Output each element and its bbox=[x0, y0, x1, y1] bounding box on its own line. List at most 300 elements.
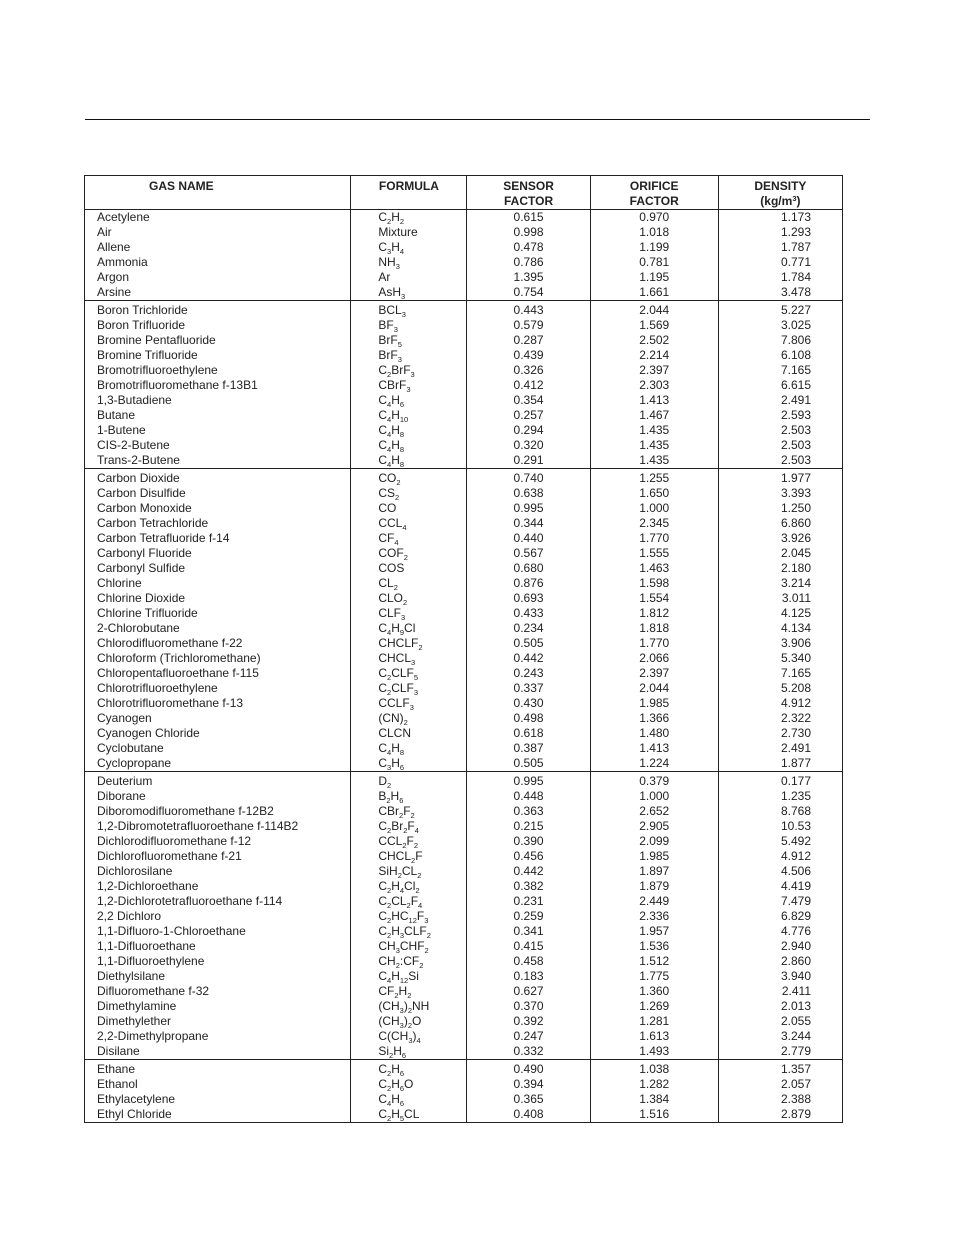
gas-name-cell: Dimethylether bbox=[85, 1014, 351, 1029]
density-cell: 2.180 bbox=[718, 561, 842, 576]
gas-name-cell: Chlorine Trifluoride bbox=[85, 606, 351, 621]
density-cell: 3.244 bbox=[718, 1029, 842, 1044]
orifice-factor-cell: 1.000 bbox=[590, 501, 718, 516]
orifice-factor-cell: 1.775 bbox=[590, 969, 718, 984]
density-cell: 2.860 bbox=[718, 954, 842, 969]
density-cell: 3.478 bbox=[718, 285, 842, 301]
density-cell: 5.227 bbox=[718, 301, 842, 319]
sensor-factor-cell: 0.332 bbox=[467, 1044, 590, 1060]
density-cell: 4.776 bbox=[718, 924, 842, 939]
formula-cell: $B_2H_6$ bbox=[351, 789, 467, 804]
sensor-factor-cell: 0.320 bbox=[467, 438, 590, 453]
table-row bbox=[85, 486, 843, 501]
gas-name-cell: CIS-2-Butene bbox=[85, 438, 351, 453]
sensor-factor-cell: 0.680 bbox=[467, 561, 590, 576]
density-cell: 3.926 bbox=[718, 531, 842, 546]
density-cell: 4.506 bbox=[718, 864, 842, 879]
table-group bbox=[85, 301, 843, 469]
formula-cell: $C_2H_4Cl_2$ bbox=[351, 879, 467, 894]
formula-cell: $CLO_2$ bbox=[351, 591, 467, 606]
table-header-row bbox=[85, 176, 843, 210]
sensor-factor-cell: 0.786 bbox=[467, 255, 590, 270]
density-cell: 4.125 bbox=[718, 606, 842, 621]
header-orifice-factor: ORIFICE FACTOR bbox=[590, 176, 718, 210]
gas-name-cell: Ammonia bbox=[85, 255, 351, 270]
sensor-factor-cell: 0.412 bbox=[467, 378, 590, 393]
sensor-factor-cell: 0.291 bbox=[467, 453, 590, 469]
density-cell: 2.491 bbox=[718, 741, 842, 756]
formula-cell: $C_2H_3CLF_2$ bbox=[351, 924, 467, 939]
sensor-factor-cell: 0.326 bbox=[467, 363, 590, 378]
formula-cell: $CHCL_2F$ bbox=[351, 849, 467, 864]
orifice-factor-cell: 2.044 bbox=[590, 681, 718, 696]
gas-name-cell: Carbon Disulfide bbox=[85, 486, 351, 501]
density-cell: 4.912 bbox=[718, 849, 842, 864]
density-cell: 1.235 bbox=[718, 789, 842, 804]
orifice-factor-cell: 2.099 bbox=[590, 834, 718, 849]
orifice-factor-cell: 1.038 bbox=[590, 1060, 718, 1078]
density-cell: 2.057 bbox=[718, 1077, 842, 1092]
table-row bbox=[85, 591, 843, 606]
formula-cell: $C_2CLF_5$ bbox=[351, 666, 467, 681]
sensor-factor-cell: 0.408 bbox=[467, 1107, 590, 1123]
sensor-factor-cell: 0.231 bbox=[467, 894, 590, 909]
formula-cell: $CCL_4$ bbox=[351, 516, 467, 531]
orifice-factor-cell: 1.282 bbox=[590, 1077, 718, 1092]
table-row bbox=[85, 378, 843, 393]
sensor-factor-cell: 0.567 bbox=[467, 546, 590, 561]
formula-cell: $CHCLF_2$ bbox=[351, 636, 467, 651]
gas-name-cell: Disilane bbox=[85, 1044, 351, 1060]
gas-name-cell: Allene bbox=[85, 240, 351, 255]
gas-name-cell: Argon bbox=[85, 270, 351, 285]
table-group bbox=[85, 1060, 843, 1123]
sensor-factor-cell: 0.215 bbox=[467, 819, 590, 834]
table-row bbox=[85, 225, 843, 240]
table-row bbox=[85, 270, 843, 285]
table-row bbox=[85, 210, 843, 226]
orifice-factor-cell: 1.770 bbox=[590, 531, 718, 546]
sensor-factor-cell: 0.344 bbox=[467, 516, 590, 531]
orifice-factor-cell: 1.018 bbox=[590, 225, 718, 240]
formula-cell: $CLF_3$ bbox=[351, 606, 467, 621]
sensor-factor-cell: 0.498 bbox=[467, 711, 590, 726]
gas-name-cell: Carbon Dioxide bbox=[85, 469, 351, 487]
sensor-factor-cell: 0.638 bbox=[467, 486, 590, 501]
sensor-factor-cell: 0.354 bbox=[467, 393, 590, 408]
formula-cell: $D_2$ bbox=[351, 772, 467, 790]
table-row bbox=[85, 561, 843, 576]
sensor-factor-cell: 0.490 bbox=[467, 1060, 590, 1078]
orifice-factor-cell: 1.613 bbox=[590, 1029, 718, 1044]
density-cell: 6.108 bbox=[718, 348, 842, 363]
sensor-factor-cell: 0.442 bbox=[467, 651, 590, 666]
orifice-factor-cell: 1.554 bbox=[590, 591, 718, 606]
table-row bbox=[85, 1092, 843, 1107]
formula-cell: $CHCL_3$ bbox=[351, 651, 467, 666]
density-cell: 2.503 bbox=[718, 438, 842, 453]
orifice-factor-cell: 2.336 bbox=[590, 909, 718, 924]
density-cell: 2.411 bbox=[718, 984, 842, 999]
table-row bbox=[85, 576, 843, 591]
table-row bbox=[85, 255, 843, 270]
table-row bbox=[85, 1107, 843, 1123]
formula-cell: AsH$_3$ bbox=[351, 285, 467, 301]
table-row bbox=[85, 285, 843, 301]
density-cell: 1.250 bbox=[718, 501, 842, 516]
orifice-factor-cell: 1.366 bbox=[590, 711, 718, 726]
sensor-factor-cell: 0.448 bbox=[467, 789, 590, 804]
formula-cell: $CH_2:CF_2$ bbox=[351, 954, 467, 969]
gas-name-cell: 1,1-Difluoroethylene bbox=[85, 954, 351, 969]
density-cell: 3.393 bbox=[718, 486, 842, 501]
formula-cell: $C_4H_{10}$ bbox=[351, 408, 467, 423]
gas-name-cell: Chlorine bbox=[85, 576, 351, 591]
formula-cell: $C_2BrF_3$ bbox=[351, 363, 467, 378]
sensor-factor-cell: 0.478 bbox=[467, 240, 590, 255]
table-row bbox=[85, 984, 843, 999]
orifice-factor-cell: 1.812 bbox=[590, 606, 718, 621]
sensor-factor-cell: 0.995 bbox=[467, 772, 590, 790]
density-cell: 6.615 bbox=[718, 378, 842, 393]
density-cell: 1.784 bbox=[718, 270, 842, 285]
density-cell: 1.877 bbox=[718, 756, 842, 772]
orifice-factor-cell: 1.555 bbox=[590, 546, 718, 561]
density-cell: 2.730 bbox=[718, 726, 842, 741]
orifice-factor-cell: 1.818 bbox=[590, 621, 718, 636]
density-cell: 1.787 bbox=[718, 240, 842, 255]
formula-cell: $C_4H_9Cl$ bbox=[351, 621, 467, 636]
gas-name-cell: Ethylacetylene bbox=[85, 1092, 351, 1107]
sensor-factor-cell: 0.341 bbox=[467, 924, 590, 939]
orifice-factor-cell: 1.467 bbox=[590, 408, 718, 423]
sensor-factor-cell: 0.382 bbox=[467, 879, 590, 894]
gas-name-cell: 1,3-Butadiene bbox=[85, 393, 351, 408]
sensor-factor-cell: 0.505 bbox=[467, 756, 590, 772]
orifice-factor-cell: 1.360 bbox=[590, 984, 718, 999]
sensor-factor-cell: 0.183 bbox=[467, 969, 590, 984]
sensor-factor-cell: 0.442 bbox=[467, 864, 590, 879]
gas-name-cell: Air bbox=[85, 225, 351, 240]
orifice-factor-cell: 1.650 bbox=[590, 486, 718, 501]
formula-cell: $CO_2$ bbox=[351, 469, 467, 487]
formula-cell: BrF$_5$ bbox=[351, 333, 467, 348]
table-row bbox=[85, 711, 843, 726]
gas-name-cell: 2,2 Dichloro bbox=[85, 909, 351, 924]
formula-cell: $C_4H_8$ bbox=[351, 741, 467, 756]
sensor-factor-cell: 0.259 bbox=[467, 909, 590, 924]
orifice-factor-cell: 1.255 bbox=[590, 469, 718, 487]
density-cell: 2.045 bbox=[718, 546, 842, 561]
density-cell: 2.879 bbox=[718, 1107, 842, 1123]
gas-name-cell: Carbon Tetrafluoride f-14 bbox=[85, 531, 351, 546]
gas-name-cell: Boron Trifluoride bbox=[85, 318, 351, 333]
orifice-factor-cell: 1.598 bbox=[590, 576, 718, 591]
orifice-factor-cell: 2.303 bbox=[590, 378, 718, 393]
header-sensor-factor: SENSOR FACTOR bbox=[467, 176, 590, 210]
orifice-factor-cell: 2.397 bbox=[590, 666, 718, 681]
gas-name-cell: Deuterium bbox=[85, 772, 351, 790]
density-cell: 7.479 bbox=[718, 894, 842, 909]
table-row bbox=[85, 606, 843, 621]
table-row bbox=[85, 453, 843, 469]
formula-cell: $Si_2H_6$ bbox=[351, 1044, 467, 1060]
orifice-factor-cell: 0.379 bbox=[590, 772, 718, 790]
table-row bbox=[85, 501, 843, 516]
orifice-factor-cell: 1.493 bbox=[590, 1044, 718, 1060]
table-row bbox=[85, 636, 843, 651]
density-cell: 5.492 bbox=[718, 834, 842, 849]
formula-cell: $SiH_2CL_2$ bbox=[351, 864, 467, 879]
gas-name-cell: Ethyl Chloride bbox=[85, 1107, 351, 1123]
gas-name-cell: Ethanol bbox=[85, 1077, 351, 1092]
formula-cell: $C_2CLF_3$ bbox=[351, 681, 467, 696]
table-group bbox=[85, 469, 843, 772]
gas-name-cell: Bromine Trifluoride bbox=[85, 348, 351, 363]
gas-name-cell: Chlorodifluoromethane f-22 bbox=[85, 636, 351, 651]
formula-cell: $C_4H_8$ bbox=[351, 453, 467, 469]
formula-cell: $C_2HC_{12}F_3$ bbox=[351, 909, 467, 924]
formula-cell: $C_3H_6$ bbox=[351, 756, 467, 772]
orifice-factor-cell: 1.199 bbox=[590, 240, 718, 255]
table-row bbox=[85, 666, 843, 681]
formula-cell: $CCLF_3$ bbox=[351, 696, 467, 711]
gas-name-cell: 1-Butene bbox=[85, 423, 351, 438]
formula-cell: $C_4H_6$ bbox=[351, 1092, 467, 1107]
orifice-factor-cell: 2.652 bbox=[590, 804, 718, 819]
gas-name-cell: Cyanogen bbox=[85, 711, 351, 726]
table-row bbox=[85, 894, 843, 909]
table-row bbox=[85, 696, 843, 711]
density-cell: 2.940 bbox=[718, 939, 842, 954]
orifice-factor-cell: 1.281 bbox=[590, 1014, 718, 1029]
table-row bbox=[85, 408, 843, 423]
table-row bbox=[85, 726, 843, 741]
table-row bbox=[85, 834, 843, 849]
gas-name-cell: Chloropentafluoroethane f-115 bbox=[85, 666, 351, 681]
table-row bbox=[85, 1044, 843, 1060]
sensor-factor-cell: 0.337 bbox=[467, 681, 590, 696]
gas-name-cell: Diboromodifluoromethane f-12B2 bbox=[85, 804, 351, 819]
table-row bbox=[85, 909, 843, 924]
sensor-factor-cell: 0.392 bbox=[467, 1014, 590, 1029]
density-cell: 6.860 bbox=[718, 516, 842, 531]
density-cell: 5.208 bbox=[718, 681, 842, 696]
sensor-factor-cell: 0.243 bbox=[467, 666, 590, 681]
table-row bbox=[85, 333, 843, 348]
table-row bbox=[85, 438, 843, 453]
formula-cell: $BF_3$ bbox=[351, 318, 467, 333]
sensor-factor-cell: 0.995 bbox=[467, 501, 590, 516]
sensor-factor-cell: 0.370 bbox=[467, 999, 590, 1014]
top-rule bbox=[85, 119, 870, 120]
table-row bbox=[85, 1014, 843, 1029]
orifice-factor-cell: 0.970 bbox=[590, 210, 718, 226]
table-row bbox=[85, 348, 843, 363]
gas-name-cell: Acetylene bbox=[85, 210, 351, 226]
gas-name-cell: Cyclobutane bbox=[85, 741, 351, 756]
gas-name-cell: Arsine bbox=[85, 285, 351, 301]
density-cell: 4.912 bbox=[718, 696, 842, 711]
table-row bbox=[85, 939, 843, 954]
formula-cell: $CBr_2F_2$ bbox=[351, 804, 467, 819]
density-cell: 0.771 bbox=[718, 255, 842, 270]
density-cell: 3.025 bbox=[718, 318, 842, 333]
table-row bbox=[85, 969, 843, 984]
density-cell: 2.013 bbox=[718, 999, 842, 1014]
formula-cell: CBrF$_3$ bbox=[351, 378, 467, 393]
density-cell: 6.829 bbox=[718, 909, 842, 924]
table-row bbox=[85, 849, 843, 864]
sensor-factor-cell: 0.415 bbox=[467, 939, 590, 954]
gas-name-cell: Carbonyl Sulfide bbox=[85, 561, 351, 576]
sensor-factor-cell: 0.740 bbox=[467, 469, 590, 487]
sensor-factor-cell: 0.294 bbox=[467, 423, 590, 438]
density-cell: 2.503 bbox=[718, 423, 842, 438]
density-cell: 2.388 bbox=[718, 1092, 842, 1107]
gas-name-cell: Butane bbox=[85, 408, 351, 423]
table-row bbox=[85, 681, 843, 696]
orifice-factor-cell: 1.384 bbox=[590, 1092, 718, 1107]
gas-name-cell: Carbonyl Fluoride bbox=[85, 546, 351, 561]
orifice-factor-cell: 1.879 bbox=[590, 879, 718, 894]
gas-name-cell: 1,2-Dibromotetrafluoroethane f-114B2 bbox=[85, 819, 351, 834]
density-cell: 2.491 bbox=[718, 393, 842, 408]
table-row bbox=[85, 772, 843, 790]
table-row bbox=[85, 999, 843, 1014]
gas-name-cell: 2,2-Dimethylpropane bbox=[85, 1029, 351, 1044]
table-row bbox=[85, 621, 843, 636]
formula-cell: Ar bbox=[351, 270, 467, 285]
sensor-factor-cell: 0.363 bbox=[467, 804, 590, 819]
formula-cell: BrF$_3$ bbox=[351, 348, 467, 363]
orifice-factor-cell: 1.435 bbox=[590, 438, 718, 453]
formula-cell: $C_2CL_2F_4$ bbox=[351, 894, 467, 909]
table-row bbox=[85, 954, 843, 969]
formula-cell: $C_4H_6$ bbox=[351, 393, 467, 408]
orifice-factor-cell: 2.905 bbox=[590, 819, 718, 834]
table-row bbox=[85, 924, 843, 939]
table-row bbox=[85, 819, 843, 834]
header-density: DENSITY $(kg/m^3)$ bbox=[718, 176, 842, 210]
header-gas-name: GAS NAME bbox=[85, 176, 351, 210]
formula-cell: COS bbox=[351, 561, 467, 576]
gas-name-cell: Carbon Tetrachloride bbox=[85, 516, 351, 531]
table-row bbox=[85, 516, 843, 531]
gas-name-cell: Ethane bbox=[85, 1060, 351, 1078]
sensor-factor-cell: 0.387 bbox=[467, 741, 590, 756]
orifice-factor-cell: 1.770 bbox=[590, 636, 718, 651]
density-cell: 3.940 bbox=[718, 969, 842, 984]
table-row bbox=[85, 393, 843, 408]
sensor-factor-cell: 0.234 bbox=[467, 621, 590, 636]
gas-name-cell: Chlorotrifluoroethylene bbox=[85, 681, 351, 696]
density-cell: 4.134 bbox=[718, 621, 842, 636]
gas-factor-table bbox=[84, 175, 843, 1123]
table-row bbox=[85, 741, 843, 756]
orifice-factor-cell: 2.397 bbox=[590, 363, 718, 378]
gas-name-cell: 1,2-Dichloroethane bbox=[85, 879, 351, 894]
sensor-factor-cell: 0.430 bbox=[467, 696, 590, 711]
sensor-factor-cell: 0.505 bbox=[467, 636, 590, 651]
orifice-factor-cell: 2.044 bbox=[590, 301, 718, 319]
gas-name-cell: Dichlorofluoromethane f-21 bbox=[85, 849, 351, 864]
table-row bbox=[85, 1029, 843, 1044]
orifice-factor-cell: 1.957 bbox=[590, 924, 718, 939]
orifice-factor-cell: 2.066 bbox=[590, 651, 718, 666]
formula-cell: $BCL_3$ bbox=[351, 301, 467, 319]
gas-name-cell: Cyanogen Chloride bbox=[85, 726, 351, 741]
sensor-factor-cell: 0.456 bbox=[467, 849, 590, 864]
formula-cell: $C_2H_5CL$ bbox=[351, 1107, 467, 1123]
density-cell: 2.593 bbox=[718, 408, 842, 423]
density-cell: 5.340 bbox=[718, 651, 842, 666]
table-row bbox=[85, 756, 843, 772]
density-cell: 1.293 bbox=[718, 225, 842, 240]
orifice-factor-cell: 1.569 bbox=[590, 318, 718, 333]
sensor-factor-cell: 0.627 bbox=[467, 984, 590, 999]
table-row bbox=[85, 864, 843, 879]
table-row bbox=[85, 531, 843, 546]
sensor-factor-cell: 0.458 bbox=[467, 954, 590, 969]
orifice-factor-cell: 1.413 bbox=[590, 393, 718, 408]
gas-name-cell: Bromine Pentafluoride bbox=[85, 333, 351, 348]
orifice-factor-cell: 1.480 bbox=[590, 726, 718, 741]
orifice-factor-cell: 1.000 bbox=[590, 789, 718, 804]
orifice-factor-cell: 2.345 bbox=[590, 516, 718, 531]
formula-cell: $C_2Br_2F_4$ bbox=[351, 819, 467, 834]
formula-cell: $(CH_3)_2O$ bbox=[351, 1014, 467, 1029]
formula-cell: $C_4H_8$ bbox=[351, 423, 467, 438]
gas-name-cell: Chlorotrifluoromethane f-13 bbox=[85, 696, 351, 711]
orifice-factor-cell: 1.985 bbox=[590, 849, 718, 864]
sensor-factor-cell: 0.247 bbox=[467, 1029, 590, 1044]
gas-name-cell: Boron Trichloride bbox=[85, 301, 351, 319]
formula-cell: $CS_2$ bbox=[351, 486, 467, 501]
gas-name-cell: 2-Chlorobutane bbox=[85, 621, 351, 636]
table-row bbox=[85, 469, 843, 487]
table-row bbox=[85, 318, 843, 333]
sensor-factor-cell: 0.876 bbox=[467, 576, 590, 591]
gas-name-cell: Cyclopropane bbox=[85, 756, 351, 772]
orifice-factor-cell: 1.536 bbox=[590, 939, 718, 954]
table-row bbox=[85, 804, 843, 819]
density-cell: 3.906 bbox=[718, 636, 842, 651]
gas-name-cell: Difluoromethane f-32 bbox=[85, 984, 351, 999]
orifice-factor-cell: 1.269 bbox=[590, 999, 718, 1014]
density-cell: 3.214 bbox=[718, 576, 842, 591]
orifice-factor-cell: 1.413 bbox=[590, 741, 718, 756]
density-cell: 4.419 bbox=[718, 879, 842, 894]
table-row bbox=[85, 363, 843, 378]
orifice-factor-cell: 1.985 bbox=[590, 696, 718, 711]
formula-cell: CO bbox=[351, 501, 467, 516]
formula-cell: $COF_2$ bbox=[351, 546, 467, 561]
table-row bbox=[85, 1060, 843, 1078]
sensor-factor-cell: 0.390 bbox=[467, 834, 590, 849]
formula-cell: $CF_2H_2$ bbox=[351, 984, 467, 999]
gas-name-cell: Diborane bbox=[85, 789, 351, 804]
orifice-factor-cell: 1.435 bbox=[590, 423, 718, 438]
sensor-factor-cell: 0.439 bbox=[467, 348, 590, 363]
orifice-factor-cell: 0.781 bbox=[590, 255, 718, 270]
sensor-factor-cell: 0.365 bbox=[467, 1092, 590, 1107]
table-group bbox=[85, 772, 843, 1060]
sensor-factor-cell: 0.394 bbox=[467, 1077, 590, 1092]
sensor-factor-cell: 0.433 bbox=[467, 606, 590, 621]
sensor-factor-cell: 0.440 bbox=[467, 531, 590, 546]
orifice-factor-cell: 2.502 bbox=[590, 333, 718, 348]
